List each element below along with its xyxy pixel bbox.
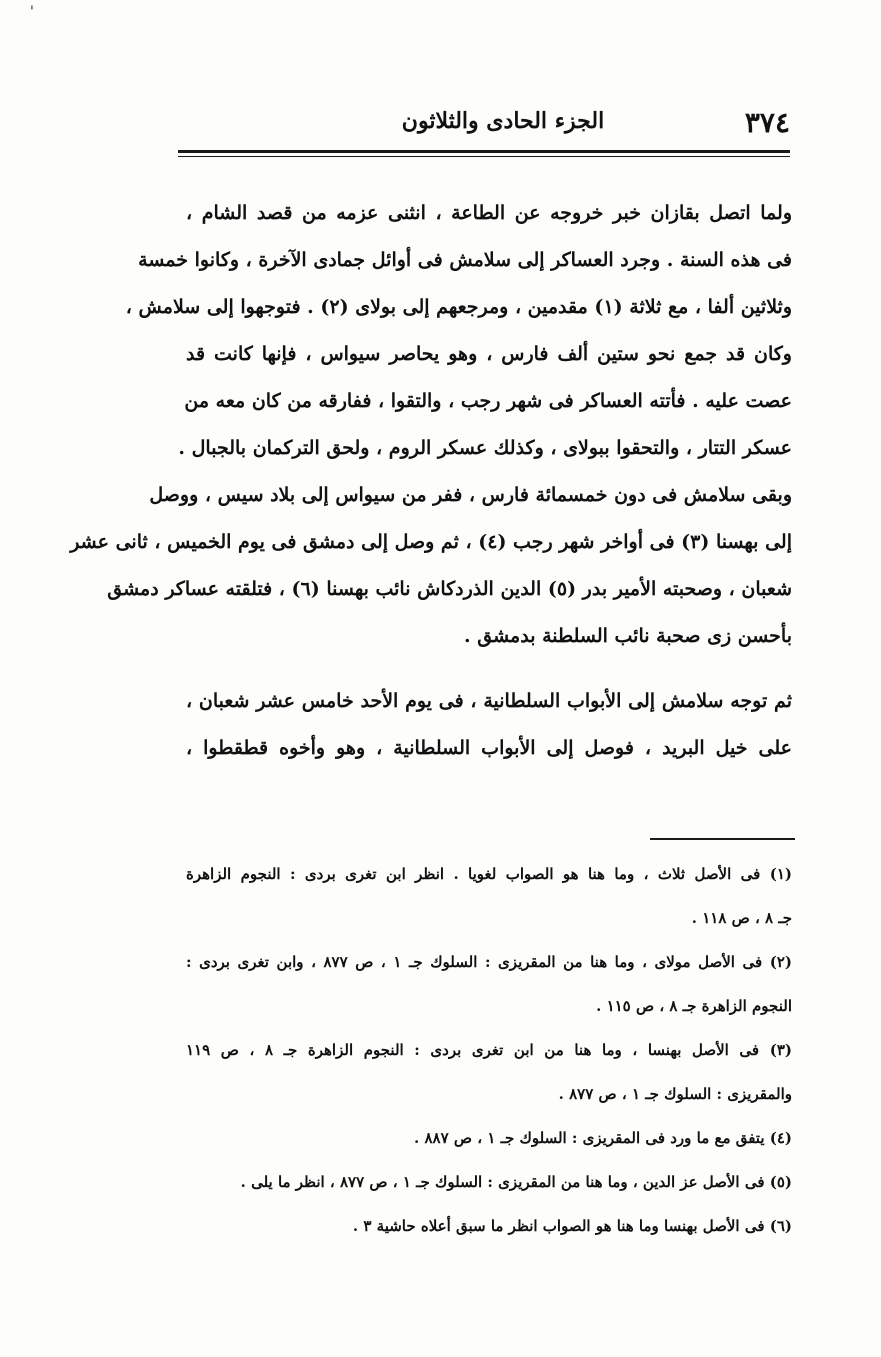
text-line: ثم توجه سلامش إلى الأبواب السلطانية ، فى يوم الأحد خامس عشر شعبان ،	[186, 690, 792, 712]
corner-mark: '	[30, 4, 34, 20]
footnote-line: النجوم الزاهرة جـ ٨ ، ص ١١٥ .	[596, 997, 792, 1015]
footnote-line: (١) فى الأصل ثلاث ، وما هنا هو الصواب لغويا . انظر ابن تغرى بردى : النجوم الزاهرة	[186, 865, 792, 883]
footnote-line: جـ ٨ ، ص ١١٨ .	[691, 909, 792, 927]
header-rule	[178, 150, 790, 153]
main-text	[70, 190, 792, 772]
footnote-line: (٢) فى الأصل مولاى ، وما هنا من المقريزى : السلوك جـ ١ ، ص ٨٧٧ ، وابن تغرى بردى :	[186, 953, 792, 971]
text-line: وبقى سلامش فى دون خمسمائة فارس ، ففر من سيواس إلى بلاد سيس ، ووصل	[149, 484, 792, 506]
page-number: ٣٧٤	[744, 106, 790, 139]
text-line: عسكر التتار ، والتحقوا ببولاى ، وكذلك عسكر الروم ، ولحق التركمان بالجبال .	[178, 437, 792, 459]
text-line: وكان قد جمع نحو ستين ألف فارس ، وهو يحاصر سيواس ، فإنها كانت قد	[186, 343, 792, 365]
text-line: بأحسن زى صحبة نائب السلطنة بدمشق .	[464, 625, 792, 647]
text-line: وثلاثين ألفا ، مع ثلاثة (١) مقدمين ، ومرجعهم إلى بولاى (٢) . فتوجهوا إلى سلامش ،	[125, 296, 792, 318]
footnote-line: والمقريزى : السلوك جـ ١ ، ص ٨٧٧ .	[558, 1085, 792, 1103]
text-line: على خيل البريد ، فوصل إلى الأبواب السلطانية ، وهو وأخوه قطقطوا ،	[186, 737, 792, 759]
header-rule-thin	[178, 156, 790, 157]
footnotes	[186, 852, 792, 1248]
running-head: الجزء الحادى والثلاثون	[401, 108, 605, 134]
footnote-rule	[650, 838, 795, 840]
paragraph-1	[70, 190, 792, 660]
footnote-line: (٤) يتفق مع ما ورد فى المقريزى : السلوك جـ ١ ، ص ٨٨٧ .	[414, 1129, 792, 1147]
page-header	[178, 108, 790, 144]
footnote-line: (٣) فى الأصل بهنسا ، وما هنا من ابن تغرى بردى : النجوم الزاهرة جـ ٨ ، ص ١١٩	[186, 1041, 792, 1059]
text-line: عصت عليه . فأتته العساكر فى شهر رجب ، والتقوا ، ففارقه من كان معه من	[184, 390, 792, 412]
footnote-line: (٥) فى الأصل عز الدين ، وما هنا من المقريزى : السلوك جـ ١ ، ص ٨٧٧ ، انظر ما يلى .	[240, 1173, 792, 1191]
footnote-line: (٦) فى الأصل بهنسا وما هنا هو الصواب انظر ما سبق أعلاه حاشية ٣ .	[352, 1217, 792, 1235]
text-line: ولما اتصل بقازان خبر خروجه عن الطاعة ، انثنى عزمه من قصد الشام ،	[186, 202, 792, 224]
text-line: إلى بهسنا (٣) فى أواخر شهر رجب (٤) ، ثم وصل إلى دمشق فى يوم الخميس ، ثانى عشر	[70, 531, 792, 553]
text-line: فى هذه السنة . وجرد العساكر إلى سلامش فى أوائل جمادى الآخرة ، وكانوا خمسة	[138, 249, 792, 271]
paragraph-2	[186, 678, 792, 772]
text-line: شعبان ، وصحبته الأمير بدر (٥) الدين الذردكاش نائب بهسنا (٦) ، فتلقته عساكر دمشق	[107, 578, 792, 600]
paragraph-gap	[186, 660, 792, 678]
